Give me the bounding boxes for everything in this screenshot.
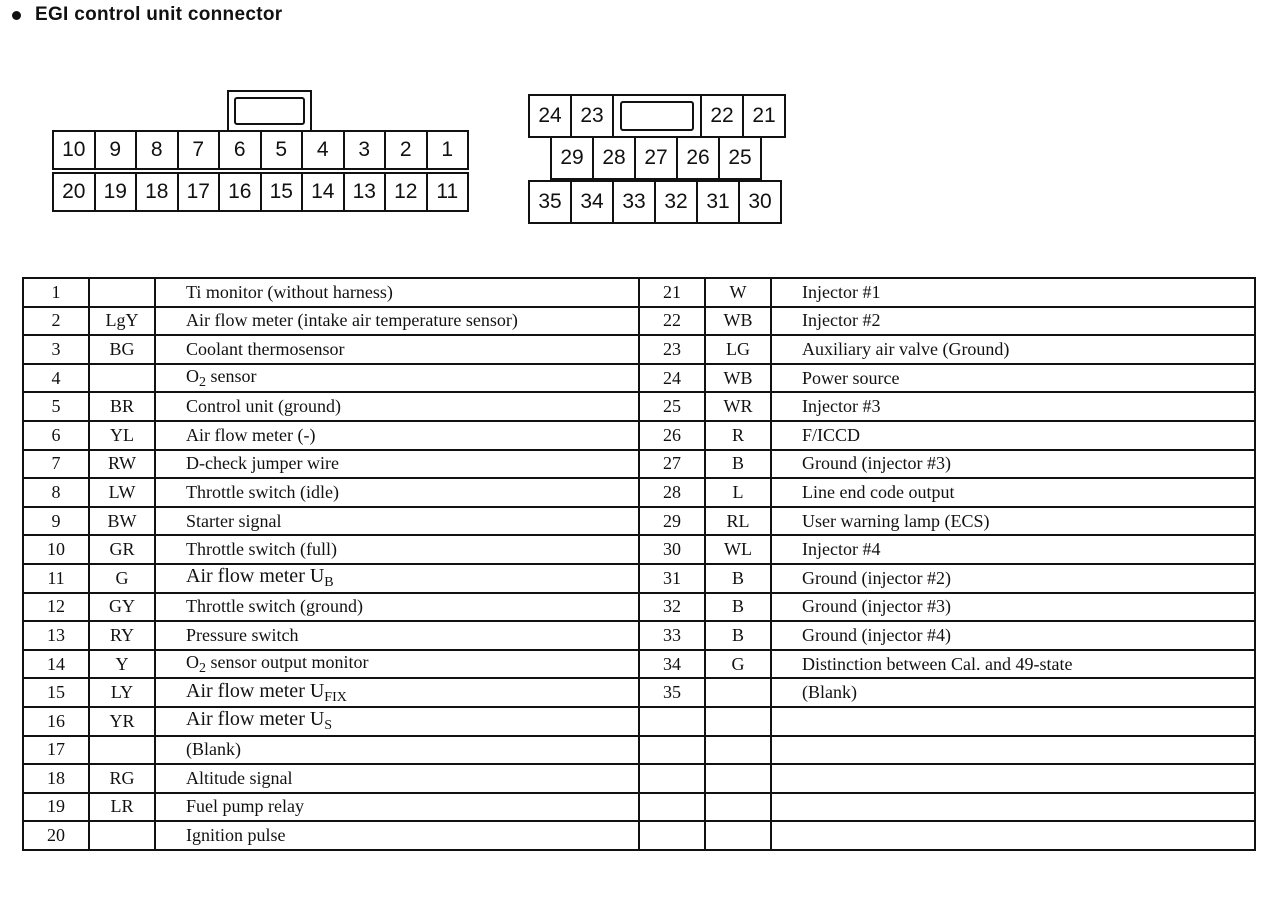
table-row <box>23 535 1255 564</box>
connector-pin-34: 34 <box>570 180 614 224</box>
description-text: Air flow meter U <box>186 679 325 702</box>
wire-color: BG <box>89 335 155 364</box>
description-subscript: FIX <box>324 689 347 705</box>
connector-pin-21: 21 <box>742 94 786 138</box>
connector-key <box>227 90 312 132</box>
pin-number: 35 <box>639 678 705 707</box>
pin-description <box>155 364 639 393</box>
table-row <box>23 278 1255 307</box>
pin-number: 20 <box>23 821 89 850</box>
pin-number: 10 <box>23 535 89 564</box>
pin-description <box>155 707 639 736</box>
connector-key <box>612 94 702 138</box>
description-text: O <box>186 365 199 386</box>
table-row <box>23 450 1255 479</box>
pin-number: 28 <box>639 478 705 507</box>
pin-description <box>155 650 639 679</box>
connector-pin-20: 20 <box>52 172 96 212</box>
pin-description <box>771 793 1255 822</box>
wire-color: WR <box>705 392 771 421</box>
wire-color: LR <box>89 793 155 822</box>
pin-number: 14 <box>23 650 89 679</box>
wire-color: BW <box>89 507 155 536</box>
pin-description: Ground (injector #3) <box>771 450 1255 479</box>
connector-pin-29: 29 <box>550 136 594 180</box>
pin-table <box>22 277 1256 851</box>
wire-color: GY <box>89 593 155 622</box>
wire-color: R <box>705 421 771 450</box>
bullet-icon <box>12 11 21 20</box>
pin-description: Line end code output <box>771 478 1255 507</box>
connector-pin-9: 9 <box>94 130 138 170</box>
pin-number: 19 <box>23 793 89 822</box>
pin-number <box>639 821 705 850</box>
pin-number: 1 <box>23 278 89 307</box>
pin-number <box>639 707 705 736</box>
wire-color <box>705 736 771 765</box>
pin-number: 12 <box>23 593 89 622</box>
wire-color: G <box>89 564 155 593</box>
connector-pin-17: 17 <box>177 172 221 212</box>
pin-number: 8 <box>23 478 89 507</box>
connector-pin-2: 2 <box>384 130 428 170</box>
pin-number: 34 <box>639 650 705 679</box>
table-row <box>23 621 1255 650</box>
table-row <box>23 564 1255 593</box>
table-row <box>23 478 1255 507</box>
connector-pin-1: 1 <box>426 130 470 170</box>
wire-color: RY <box>89 621 155 650</box>
connector-pin-26: 26 <box>676 136 720 180</box>
pin-description: Air flow meter (intake air temperature sensor) <box>155 307 639 336</box>
pin-description: Injector #4 <box>771 535 1255 564</box>
pin-number: 13 <box>23 621 89 650</box>
wire-color: RL <box>705 507 771 536</box>
description-subscript: B <box>324 575 334 591</box>
connector-pin-12: 12 <box>384 172 428 212</box>
wire-color: W <box>705 278 771 307</box>
pin-number: 31 <box>639 564 705 593</box>
pin-description: Coolant thermosensor <box>155 335 639 364</box>
wire-color <box>89 821 155 850</box>
table-row <box>23 335 1255 364</box>
wire-color: WB <box>705 307 771 336</box>
wire-color: L <box>705 478 771 507</box>
pin-number <box>639 764 705 793</box>
pin-number: 23 <box>639 335 705 364</box>
pin-description: Fuel pump relay <box>155 793 639 822</box>
connector-pin-11: 11 <box>426 172 470 212</box>
pin-number: 11 <box>23 564 89 593</box>
connector-pin-23: 23 <box>570 94 614 138</box>
pin-description: Starter signal <box>155 507 639 536</box>
connector-pin-25: 25 <box>718 136 762 180</box>
wire-color: WL <box>705 535 771 564</box>
connector-key-latch <box>234 97 305 125</box>
table-row <box>23 364 1255 393</box>
wire-color: YR <box>89 707 155 736</box>
wire-color <box>705 793 771 822</box>
pin-description <box>155 678 639 707</box>
pin-description <box>771 764 1255 793</box>
pin-description: Ground (injector #4) <box>771 621 1255 650</box>
table-row <box>23 392 1255 421</box>
pin-number: 15 <box>23 678 89 707</box>
pin-description: Air flow meter (-) <box>155 421 639 450</box>
wire-color: Y <box>89 650 155 679</box>
wire-color <box>705 678 771 707</box>
description-subscript: 2 <box>199 374 206 390</box>
description-text-rest: sensor output monitor <box>206 651 369 672</box>
description-text: O <box>186 651 199 672</box>
pin-number: 18 <box>23 764 89 793</box>
pin-description: Throttle switch (idle) <box>155 478 639 507</box>
table-row <box>23 736 1255 765</box>
pin-number: 29 <box>639 507 705 536</box>
wire-color: LW <box>89 478 155 507</box>
pin-description <box>771 736 1255 765</box>
pin-description: F/ICCD <box>771 421 1255 450</box>
table-row <box>23 307 1255 336</box>
connector-pin-27: 27 <box>634 136 678 180</box>
description-subscript: S <box>324 718 333 734</box>
pin-number: 32 <box>639 593 705 622</box>
wire-color: B <box>705 621 771 650</box>
wire-color <box>89 278 155 307</box>
table-row <box>23 421 1255 450</box>
pin-number: 26 <box>639 421 705 450</box>
pin-description <box>771 821 1255 850</box>
pin-number: 25 <box>639 392 705 421</box>
connector-pin-13: 13 <box>343 172 387 212</box>
connector-pin-3: 3 <box>343 130 387 170</box>
connector-pin-22: 22 <box>700 94 744 138</box>
connector-pin-7: 7 <box>177 130 221 170</box>
wire-color: LG <box>705 335 771 364</box>
pin-description: User warning lamp (ECS) <box>771 507 1255 536</box>
pin-number: 3 <box>23 335 89 364</box>
pin-description: Pressure switch <box>155 621 639 650</box>
pin-number <box>639 736 705 765</box>
pin-number <box>639 793 705 822</box>
connector-pin-35: 35 <box>528 180 572 224</box>
pin-description: Ti monitor (without harness) <box>155 278 639 307</box>
connector-pin-16: 16 <box>218 172 262 212</box>
pin-description: Throttle switch (full) <box>155 535 639 564</box>
table-row <box>23 507 1255 536</box>
table-row <box>23 593 1255 622</box>
pin-description: Injector #3 <box>771 392 1255 421</box>
pin-description: Throttle switch (ground) <box>155 593 639 622</box>
pin-description: Power source <box>771 364 1255 393</box>
pin-number: 6 <box>23 421 89 450</box>
pin-description: Ground (injector #2) <box>771 564 1255 593</box>
table-row <box>23 764 1255 793</box>
description-text: Air flow meter U <box>186 565 325 588</box>
wire-color: B <box>705 593 771 622</box>
connector-pin-14: 14 <box>301 172 345 212</box>
pin-number: 30 <box>639 535 705 564</box>
pin-description: Auxiliary air valve (Ground) <box>771 335 1255 364</box>
description-subscript: 2 <box>199 660 206 676</box>
wire-color: B <box>705 564 771 593</box>
connector-pin-18: 18 <box>135 172 179 212</box>
connector-pin-28: 28 <box>592 136 636 180</box>
pin-number: 9 <box>23 507 89 536</box>
pin-description: Injector #2 <box>771 307 1255 336</box>
wire-color: YL <box>89 421 155 450</box>
pin-description: Ignition pulse <box>155 821 639 850</box>
pin-number: 2 <box>23 307 89 336</box>
pin-description: (Blank) <box>155 736 639 765</box>
pin-number: 22 <box>639 307 705 336</box>
wire-color <box>89 736 155 765</box>
pin-description: Injector #1 <box>771 278 1255 307</box>
connector-pin-33: 33 <box>612 180 656 224</box>
connector-pin-4: 4 <box>301 130 345 170</box>
connector-pin-5: 5 <box>260 130 304 170</box>
pin-description: Altitude signal <box>155 764 639 793</box>
pin-number: 33 <box>639 621 705 650</box>
pin-number: 7 <box>23 450 89 479</box>
connector-pin-8: 8 <box>135 130 179 170</box>
description-text: Air flow meter U <box>186 708 325 731</box>
connector-pin-19: 19 <box>94 172 138 212</box>
pin-number: 24 <box>639 364 705 393</box>
description-text-rest: sensor <box>206 365 257 386</box>
wire-color <box>705 764 771 793</box>
table-row <box>23 707 1255 736</box>
connector-pin-30: 30 <box>738 180 782 224</box>
title-text: EGI control unit connector <box>35 4 283 25</box>
connector-pin-31: 31 <box>696 180 740 224</box>
pin-description <box>771 707 1255 736</box>
table-row <box>23 793 1255 822</box>
pin-number: 21 <box>639 278 705 307</box>
wire-color: RG <box>89 764 155 793</box>
pin-description: D-check jumper wire <box>155 450 639 479</box>
pin-description: Control unit (ground) <box>155 392 639 421</box>
pin-number: 16 <box>23 707 89 736</box>
connector-pin-15: 15 <box>260 172 304 212</box>
wire-color: LgY <box>89 307 155 336</box>
wire-color: G <box>705 650 771 679</box>
wire-color: RW <box>89 450 155 479</box>
pin-description: (Blank) <box>771 678 1255 707</box>
wire-color <box>89 364 155 393</box>
wire-color: B <box>705 450 771 479</box>
pin-description: Ground (injector #3) <box>771 593 1255 622</box>
wire-color: LY <box>89 678 155 707</box>
connector-pin-6: 6 <box>218 130 262 170</box>
table-row <box>23 821 1255 850</box>
wire-color: BR <box>89 392 155 421</box>
pin-number: 27 <box>639 450 705 479</box>
connector-pin-24: 24 <box>528 94 572 138</box>
wire-color <box>705 707 771 736</box>
pin-number: 4 <box>23 364 89 393</box>
pin-number: 17 <box>23 736 89 765</box>
table-row <box>23 678 1255 707</box>
wire-color: GR <box>89 535 155 564</box>
page-title <box>12 4 282 26</box>
wire-color <box>705 821 771 850</box>
pin-number: 5 <box>23 392 89 421</box>
wire-color: WB <box>705 364 771 393</box>
connector-pin-32: 32 <box>654 180 698 224</box>
pin-description <box>155 564 639 593</box>
table-row <box>23 650 1255 679</box>
connector-key-latch <box>620 101 694 131</box>
connector-pin-10: 10 <box>52 130 96 170</box>
pin-description: Distinction between Cal. and 49-state <box>771 650 1255 679</box>
